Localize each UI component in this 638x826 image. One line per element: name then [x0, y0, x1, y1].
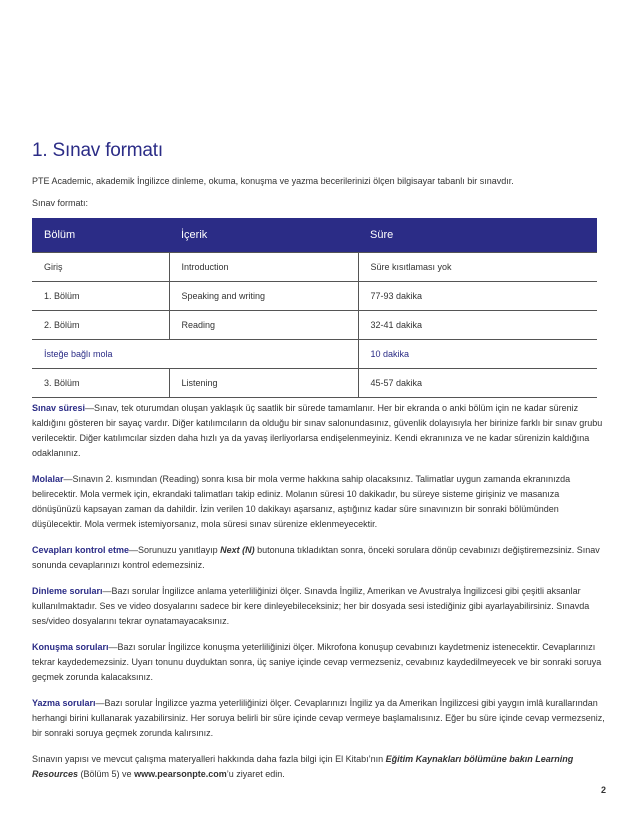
intro-text: PTE Academic, akademik İngilizce dinleme, okuma, konuşma ve yazma becerilerinizi ölçen bilgisayar tabanlı bir sınavdır.: [32, 176, 514, 186]
table-header-row: [32, 218, 597, 253]
exam-format-table: [32, 218, 597, 398]
header-duration: Süre: [358, 218, 597, 253]
paragraph-text: ’u ziyaret edin.: [226, 769, 285, 779]
cell-section: 3. Bölüm: [32, 369, 169, 398]
paragraph-text: butonuna tıkladıktan sonra, önceki sorulara dönüp cevabınızı değiştiremezsiniz. Sınav sonunda cevaplarınızı kontrol edemezsiniz.: [32, 545, 600, 570]
website-link[interactable]: www.pearsonpte.com: [134, 769, 227, 779]
cell-section: Giriş: [32, 253, 169, 282]
cell-content: Listening: [169, 369, 358, 398]
paragraph-label: Cevapları kontrol etme: [32, 545, 130, 555]
cell-section: 2. Bölüm: [32, 311, 169, 340]
paragraph-label: Yazma soruları: [32, 698, 96, 708]
paragraph-text: —Bazı sorular İngilizce anlama yeterliliğinizi ölçer. Sınavda İngiliz, Amerikan ve Avustralya İngilizcesi gibi çeşitli aksanlar kullanılmaktadır. Ses ve video dosyalarını sadece bir kere dinleyebileceksiniz; her bir dosyada sesi istediğiniz gibi ayarlayabilirsiniz. Sınavda ses/video dosyalarını tekrar oynatamayacaksınız.: [32, 586, 590, 626]
paragraph-label: Molalar: [32, 474, 64, 484]
learning-resources-reference: Eğitim Kaynakları bölümüne bakın Learning Resources: [32, 754, 574, 779]
table-row: [32, 311, 597, 340]
paragraph-text: —Sınavın 2. kısmından (Reading) sonra kısa bir mola verme hakkına sahip olacaksınız. Talimatlar uygun zamanda ekranınızda belirecektir. Mola vermek için, ekrandaki talimatları takip ediniz. Molanın süresi 10 dakikadır, bu süreye sisteme girişiniz ve masanıza dönüşünüzü kapsayan zaman da dahildir. İzin verilen 10 dakikayı aşarsanız, aştığınız kadar süre sınavınızın bir sonraki bölümünden düşülecektir. Mola vermek istemiyorsanız, mola süresi sınav sürenize eklenmeyecektir.: [32, 474, 571, 529]
paragraph-text: —Bazı sorular İngilizce konuşma yeterliliğinizi ölçer. Mikrofona konuşup cevabınızı kaydetmeniz istenecektir. Cevaplarınızı tekrar kaydedemezsiniz. Uyarı tonunu duyduktan sonra, üç saniye içinde cevap vermezseniz, cevabınız kaydedilmeyecek ve bir sonraki soruya geçmek zorunda kalacaksınız.: [32, 642, 602, 682]
cell-duration: 10 dakika: [358, 340, 597, 369]
paragraph-label: Dinleme soruları: [32, 586, 103, 596]
paragraph-text: (Bölüm 5) ve: [78, 769, 135, 779]
next-button-reference: Next (N): [220, 545, 255, 555]
paragraph-breaks: [32, 472, 607, 532]
table-row: [32, 369, 597, 398]
paragraph-label: Sınav süresi: [32, 403, 86, 413]
cell-duration: 77-93 dakika: [358, 282, 597, 311]
cell-duration: 32-41 dakika: [358, 311, 597, 340]
paragraph-label: Konuşma soruları: [32, 642, 109, 652]
table-row: [32, 282, 597, 311]
cell-content: Reading: [169, 311, 358, 340]
paragraph-text: Sınavın yapısı ve mevcut çalışma materyalleri hakkında daha fazla bilgi için El Kitabı’nın: [32, 754, 386, 764]
cell-duration: Süre kısıtlaması yok: [358, 253, 597, 282]
cell-section: 1. Bölüm: [32, 282, 169, 311]
cell-content: Speaking and writing: [169, 282, 358, 311]
paragraph-speaking: [32, 640, 607, 685]
paragraph-duration: [32, 401, 607, 461]
cell-duration: 45-57 dakika: [358, 369, 597, 398]
body-sections: [32, 401, 607, 793]
paragraph-text: —Sorunuzu yanıtlayıp: [129, 545, 221, 555]
format-label: Sınav formatı:: [32, 198, 89, 208]
paragraph-text: —Bazı sorular İngilizce yazma yeterliliğinizi ölçer. Cevaplarınızı İngiliz ya da Amerikan İngilizcesi gibi yaygın imlâ kurallarından herhangi birini kullanarak yazabilirsiniz. Her soruya belirli bir süre içinde cevap vermeye başlamalısınız. Eğer bu süre içinde cevap vermezseniz, bir sonraki soruya geçmek zorunda kalırsınız.: [32, 698, 605, 738]
cell-content: Introduction: [169, 253, 358, 282]
cell-section: İsteğe bağlı mola: [32, 340, 358, 369]
paragraph-closing: [32, 752, 607, 782]
header-content: İçerik: [169, 218, 358, 253]
header-section: Bölüm: [32, 218, 169, 253]
paragraph-writing: [32, 696, 607, 741]
table-row: [32, 253, 597, 282]
table-row-break: [32, 340, 597, 369]
page-number: 2: [600, 785, 606, 795]
paragraph-text: —Sınav, tek oturumdan oluşan yaklaşık üç saatlik bir sürede tamamlanır. Her bir ekranda o anki bölüm için ne kadar süreniz kaldığını gösteren bir sayaç vardır. Diğer katılımcıların da olduğu bir sınav salonundasınız, güvenlik dolayısıyla her birinize farklı bir sınav grubu verilecektir. Diğer katılımcılar sizden daha hızlı ya da yavaş ilerliyorlarsa endişelenmeyiniz. Kendi ekranınıza ve ne kadar sürenizin kaldığına odaklanınız.: [32, 403, 603, 458]
paragraph-answer-control: [32, 543, 607, 573]
paragraph-listening: [32, 584, 607, 629]
section-heading: 1. Sınav formatı: [32, 140, 163, 161]
